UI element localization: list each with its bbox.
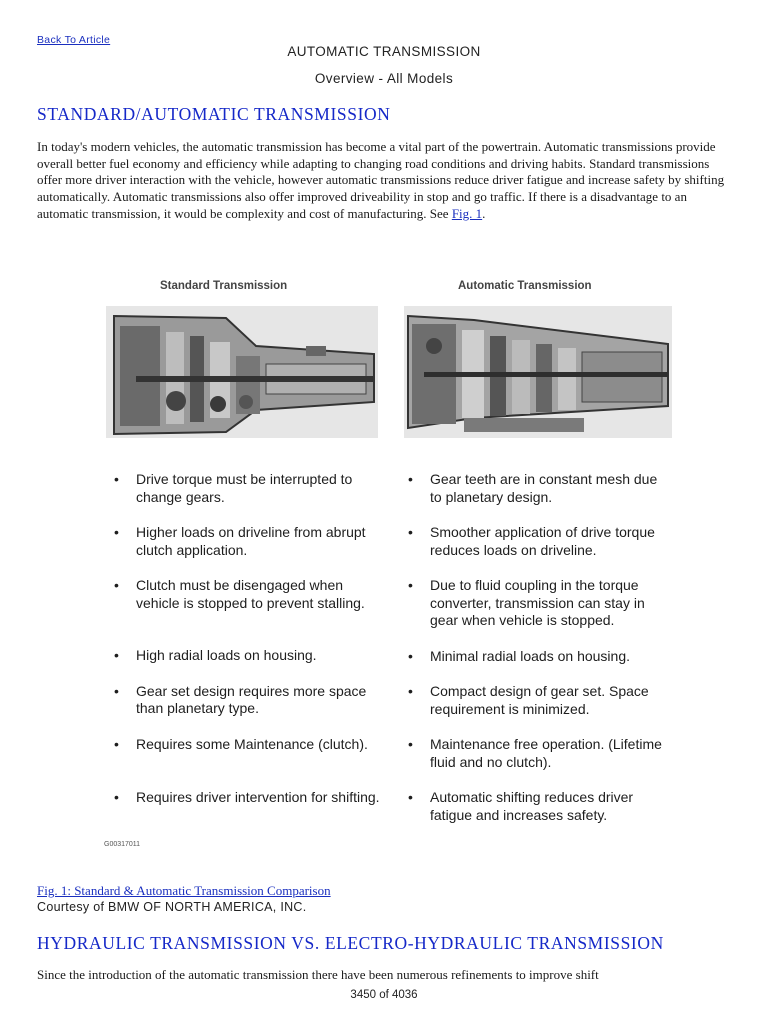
list-item: • Requires driver intervention for shifting. [110,789,380,824]
intro-text-end: . [482,205,486,221]
standard-transmission-list [110,471,380,842]
list-item: • Compact design of gear set. Space requirement is minimized. [404,683,672,718]
list-item: • Clutch must be disengaged when vehicle is stopped to prevent stalling. [110,577,380,629]
section-heading-standard-automatic: STANDARD/AUTOMATIC TRANSMISSION [37,104,391,124]
figure-courtesy: Courtesy of BMW OF NORTH AMERICA, INC. [37,900,307,914]
hydraulic-paragraph: Since the introduction of the automatic transmission there have been numerous refinements to improve shift [37,967,599,982]
list-item: • Smoother application of drive torque reduces loads on driveline. [404,524,672,559]
automatic-transmission-list [404,471,672,842]
list-item: • Automatic shifting reduces driver fatigue and increases safety. [404,789,672,824]
intro-text: In today's modern vehicles, the automatic transmission has become a vital part of the powertrain. Automatic transmissions provide overall better fuel economy and efficiency while adapting to changing road conditions and driving habits. Standard transmissions offer more driver interaction with the vehicle, however automatic transmissions reduce driver fatigue and increase safety by shifting automatically. Automatic transmissions also offer improved driveability in stop and go traffic. If there is a disadvantage to an automatic transmission, it would be complexity and cost of manufacturing. See [37,139,725,221]
automatic-transmission-image [404,306,672,438]
figure-code: G00317011 [104,841,141,848]
list-item: • Maintenance free operation. (Lifetime fluid and no clutch). [404,736,672,771]
document-subtitle: Overview - All Models [314,71,454,86]
list-item: • High radial loads on housing. [110,647,380,665]
list-item: • Higher loads on driveline from abrupt clutch application. [110,524,380,559]
list-item: • Requires some Maintenance (clutch). [110,736,380,771]
figure-caption-link[interactable]: Fig. 1: Standard & Automatic Transmission Comparison [37,883,331,898]
document-title: AUTOMATIC TRANSMISSION [287,44,481,59]
section-heading-hydraulic: HYDRAULIC TRANSMISSION VS. ELECTRO-HYDRAULIC TRANSMISSION [37,933,664,953]
transmission-comparison-figure [96,262,676,862]
list-item: • Due to fluid coupling in the torque converter, transmission can stay in gear when vehicle is stopped. [404,577,672,630]
list-item: • Gear teeth are in constant mesh due to planetary design. [404,471,672,506]
fig-1-link[interactable]: Fig. 1 [451,205,483,221]
standard-transmission-image [106,306,378,438]
back-to-article-link[interactable]: Back To Article [37,34,111,46]
list-item: • Drive torque must be interrupted to change gears. [110,471,380,506]
automatic-transmission-heading: Automatic Transmission [458,280,592,292]
list-item: • Gear set design requires more space than planetary type. [110,683,380,718]
list-item: • Minimal radial loads on housing. [404,648,672,666]
standard-transmission-heading: Standard Transmission [160,280,288,292]
intro-paragraph [37,139,727,223]
page-number: 3450 of 4036 [350,989,418,1001]
